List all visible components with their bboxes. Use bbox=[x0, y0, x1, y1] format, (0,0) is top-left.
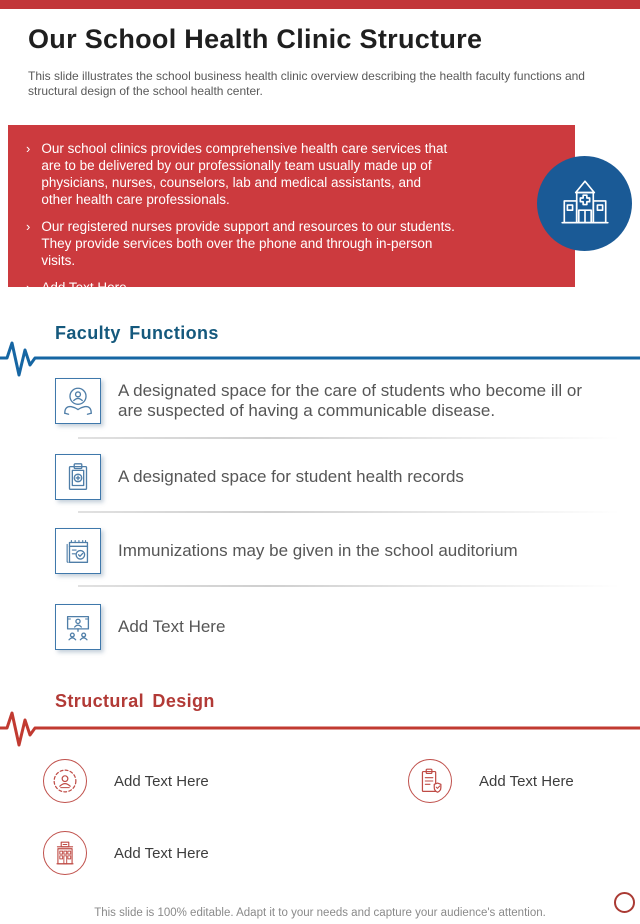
divider bbox=[78, 437, 620, 439]
bullet-marker: › bbox=[26, 219, 31, 234]
faculty-item bbox=[55, 604, 596, 650]
clinic-building-icon bbox=[43, 831, 87, 875]
top-accent-bar bbox=[0, 0, 640, 9]
structural-item bbox=[408, 759, 574, 803]
overview-bullet-placeholder[interactable]: Add Text Here bbox=[41, 280, 127, 295]
faculty-functions-heading: Faculty Functions bbox=[55, 323, 219, 343]
caring-hands-icon bbox=[55, 378, 101, 424]
clipboard-shield-icon bbox=[408, 759, 452, 803]
overview-bullet bbox=[26, 279, 455, 296]
faculty-item-text: A designated space for student health records bbox=[118, 467, 464, 486]
faculty-item-text: Immunizations may be given in the school auditorium bbox=[118, 541, 518, 560]
overview-bullet-text: Our registered nurses provide support and resources to our students. They provide services both over the phone and through in-person visits. bbox=[41, 219, 455, 268]
hospital-circle-badge bbox=[537, 156, 632, 251]
structural-item-placeholder[interactable]: Add Text Here bbox=[479, 772, 574, 790]
bullet-marker: › bbox=[26, 280, 31, 295]
overview-bullet bbox=[26, 218, 455, 269]
page-subtitle: This slide illustrates the school business health clinic overview describing the health faculty functions and structural design of the school health center. bbox=[28, 69, 585, 98]
immunization-schedule-icon bbox=[55, 528, 101, 574]
overview-box bbox=[8, 125, 575, 295]
divider bbox=[78, 585, 620, 587]
faculty-item-text: A designated space for the care of students who become ill or are suspected of having a communicable disease. bbox=[118, 381, 582, 420]
person-badge-icon bbox=[43, 759, 87, 803]
page-title: Our School Health Clinic Structure bbox=[28, 24, 483, 54]
health-records-clipboard-icon bbox=[55, 454, 101, 500]
footer-note: This slide is 100% editable. Adapt it to your needs and capture your audience's attention. bbox=[94, 907, 546, 919]
faculty-item-placeholder[interactable]: Add Text Here bbox=[118, 617, 226, 636]
structural-design-heading: Structural Design bbox=[55, 691, 215, 711]
faculty-item bbox=[55, 454, 596, 500]
faculty-item bbox=[55, 378, 596, 424]
heartbeat-line-blue bbox=[0, 338, 640, 382]
structural-item bbox=[43, 759, 209, 803]
divider bbox=[78, 511, 620, 513]
corner-ring-mark bbox=[614, 892, 635, 913]
faculty-item bbox=[55, 528, 596, 574]
hospital-building-icon bbox=[556, 175, 614, 233]
overview-bullet-text: Our school clinics provides comprehensive health care services that are to be delivered by our professionally team usually made up of physicians, nurses, counselors, lab and medical assistants, and other health care professionals. bbox=[41, 141, 448, 207]
bullet-marker: › bbox=[26, 141, 31, 156]
overview-bullet bbox=[26, 140, 455, 208]
structural-item bbox=[43, 831, 209, 875]
heartbeat-line-red bbox=[0, 708, 640, 752]
structural-item-placeholder[interactable]: Add Text Here bbox=[114, 772, 209, 790]
meeting-presentation-icon bbox=[55, 604, 101, 650]
structural-item-placeholder[interactable]: Add Text Here bbox=[114, 844, 209, 862]
